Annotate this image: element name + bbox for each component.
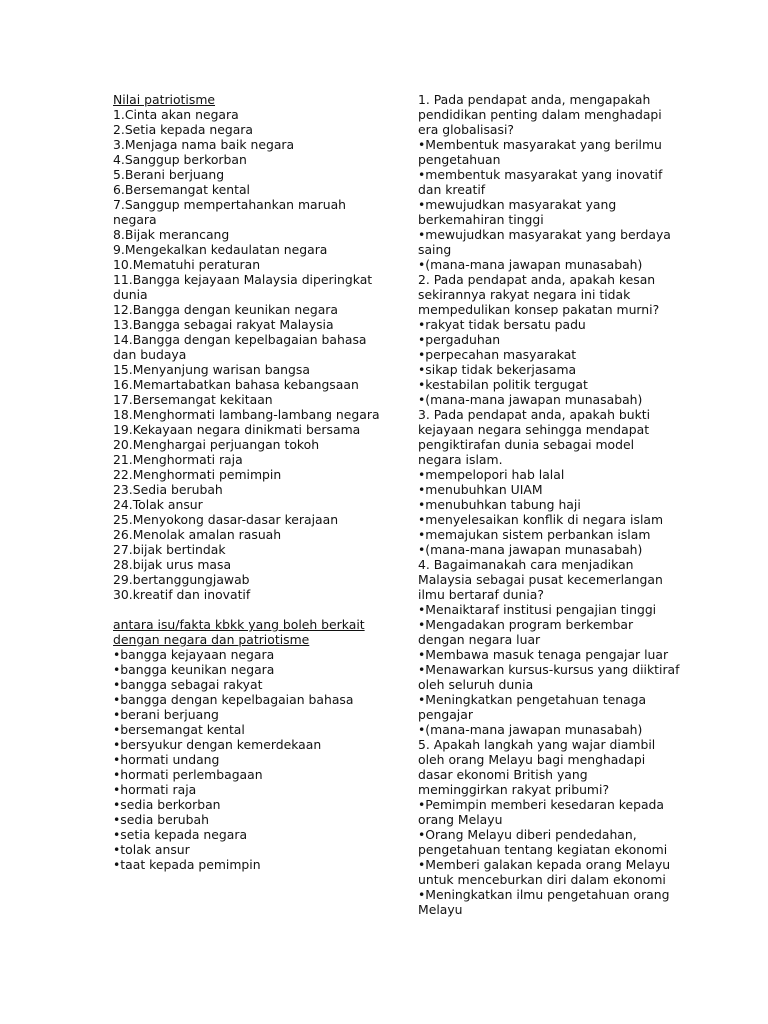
list-item: 21.Menghormati raja — [113, 452, 243, 467]
list-item: 2.Setia kepada negara — [113, 122, 253, 137]
answer-item: •mewujudkan masyarakat yang berkemahiran tinggi — [418, 197, 617, 227]
list-item: 28.bijak urus masa — [113, 557, 232, 572]
list-item: •bangga sebagai rakyat — [113, 677, 263, 692]
answer-item: •menyelesaikan konflik di negara islam — [418, 512, 664, 527]
list-item: 12.Bangga dengan keunikan negara — [113, 302, 338, 317]
list-item: 3.Menjaga nama baik negara — [113, 137, 295, 152]
answer-item: •pergaduhan — [418, 332, 501, 347]
answer-item: •(mana-mana jawapan munasabah) — [418, 542, 643, 557]
list-item: 24.Tolak ansur — [113, 497, 203, 512]
answer-item: •Pemimpin memberi kesedaran kepada orang Melayu — [418, 797, 665, 827]
list-item: 8.Bijak merancang — [113, 227, 230, 242]
list-item: 18.Menghormati lambang-lambang negara — [113, 407, 380, 422]
answer-item: •Menawarkan kursus-kursus yang diiktiraf oleh seluruh dunia — [418, 662, 680, 692]
list-item: 11.Bangga kejayaan Malaysia diperingkat dunia — [113, 272, 373, 302]
list-item: •hormati perlembagaan — [113, 767, 263, 782]
list-item: 4.Sanggup berkorban — [113, 152, 247, 167]
list-item: 9.Mengekalkan kedaulatan negara — [113, 242, 328, 257]
answer-item: •rakyat tidak bersatu padu — [418, 317, 586, 332]
answer-item: •menubuhkan tabung haji — [418, 497, 581, 512]
answer-item: •(mana-mana jawapan munasabah) — [418, 392, 643, 407]
question-3: 3. Pada pendapat anda, apakah bukti kejayaan negara sehingga mendapat pengiktirafan dunia sebagai model negara islam. — [418, 407, 651, 467]
list-item: 10.Mematuhi peraturan — [113, 257, 261, 272]
isu-fakta-heading: antara isu/fakta kbkk yang boleh berkait dengan negara dan patriotisme — [113, 617, 365, 647]
list-item: 16.Memartabatkan bahasa kebangsaan — [113, 377, 359, 392]
answer-item: •(mana-mana jawapan munasabah) — [418, 257, 643, 272]
list-item: 29.bertanggungjawab — [113, 572, 250, 587]
list-item: •taat kepada pemimpin — [113, 857, 261, 872]
answer-item: •(mana-mana jawapan munasabah) — [418, 722, 643, 737]
list-item: 27.bijak bertindak — [113, 542, 226, 557]
answer-item: •perpecahan masyarakat — [418, 347, 577, 362]
answer-item: •Menaiktaraf institusi pengajian tinggi — [418, 602, 657, 617]
list-item: 25.Menyokong dasar-dasar kerajaan — [113, 512, 339, 527]
answer-item: •membentuk masyarakat yang inovatif dan kreatif — [418, 167, 663, 197]
answer-item: •Mengadakan program berkembar dengan negara luar — [418, 617, 634, 647]
answer-item: •Membentuk masyarakat yang berilmu pengetahuan — [418, 137, 662, 167]
answer-item: •Meningkatkan ilmu pengetahuan orang Melayu — [418, 887, 670, 917]
answer-item: •Memberi galakan kepada orang Melayu untuk menceburkan diri dalam ekonomi — [418, 857, 671, 887]
list-item: 5.Berani berjuang — [113, 167, 225, 182]
answer-item: •menubuhkan UIAM — [418, 482, 543, 497]
right-column — [418, 92, 680, 917]
question-5: 5. Apakah langkah yang wajar diambil oleh orang Melayu bagi menghadapi dasar ekonomi British yang meminggirkan rakyat pribumi? — [418, 737, 656, 797]
list-item: 19.Kekayaan negara dinikmati bersama — [113, 422, 361, 437]
answer-item: •memajukan sistem perbankan islam — [418, 527, 651, 542]
answer-item: •mewujudkan masyarakat yang berdaya saing — [418, 227, 671, 257]
section-spacer — [113, 602, 381, 617]
nilai-list — [113, 107, 381, 602]
question-2: 2. Pada pendapat anda, apakah kesan sekirannya rakyat negara ini tidak mempedulikan konsep pakatan murni? — [418, 272, 660, 317]
answer-item: •Membawa masuk tenaga pengajar luar — [418, 647, 669, 662]
list-item: 7.Sanggup mempertahankan maruah negara — [113, 197, 347, 227]
list-item: •bangga dengan kepelbagaian bahasa — [113, 692, 354, 707]
list-item: 17.Bersemangat kekitaan — [113, 392, 273, 407]
answer-item: •sikap tidak bekerjasama — [418, 362, 577, 377]
list-item: •bersemangat kental — [113, 722, 245, 737]
answer-item: •Meningkatkan pengetahuan tenaga pengajar — [418, 692, 647, 722]
isu-list — [113, 647, 381, 872]
list-item: •setia kepada negara — [113, 827, 248, 842]
list-item: •bersyukur dengan kemerdekaan — [113, 737, 322, 752]
list-item: •hormati raja — [113, 782, 197, 797]
question-4: 4. Bagaimanakah cara menjadikan Malaysia sebagai pusat kecemerlangan ilmu bertaraf dunia? — [418, 557, 663, 602]
answer-item: •kestabilan politik tergugat — [418, 377, 588, 392]
list-item: 20.Menghargai perjuangan tokoh — [113, 437, 320, 452]
list-item: •sedia berubah — [113, 812, 209, 827]
list-item: 26.Menolak amalan rasuah — [113, 527, 282, 542]
list-item: 6.Bersemangat kental — [113, 182, 250, 197]
left-column — [113, 92, 381, 872]
list-item: 1.Cinta akan negara — [113, 107, 239, 122]
list-item: •hormati undang — [113, 752, 220, 767]
list-item: •tolak ansur — [113, 842, 190, 857]
list-item: 22.Menghormati pemimpin — [113, 467, 282, 482]
answer-item: •Orang Melayu diberi pendedahan, pengetahuan tentang kegiatan ekonomi — [418, 827, 668, 857]
list-item: 30.kreatif dan inovatif — [113, 587, 251, 602]
question-1: 1. Pada pendapat anda, mengapakah pendidikan penting dalam menghadapi era globalisasi? — [418, 92, 662, 137]
list-item: •bangga kejayaan negara — [113, 647, 275, 662]
nilai-patriotisme-heading: Nilai patriotisme — [113, 92, 216, 107]
list-item: •bangga keunikan negara — [113, 662, 275, 677]
list-item: •berani berjuang — [113, 707, 219, 722]
list-item: 15.Menyanjung warisan bangsa — [113, 362, 310, 377]
list-item: 13.Bangga sebagai rakyat Malaysia — [113, 317, 334, 332]
list-item: •sedia berkorban — [113, 797, 221, 812]
list-item: 14.Bangga dengan kepelbagaian bahasa dan budaya — [113, 332, 367, 362]
answer-item: •mempelopori hab lalal — [418, 467, 565, 482]
list-item: 23.Sedia berubah — [113, 482, 223, 497]
